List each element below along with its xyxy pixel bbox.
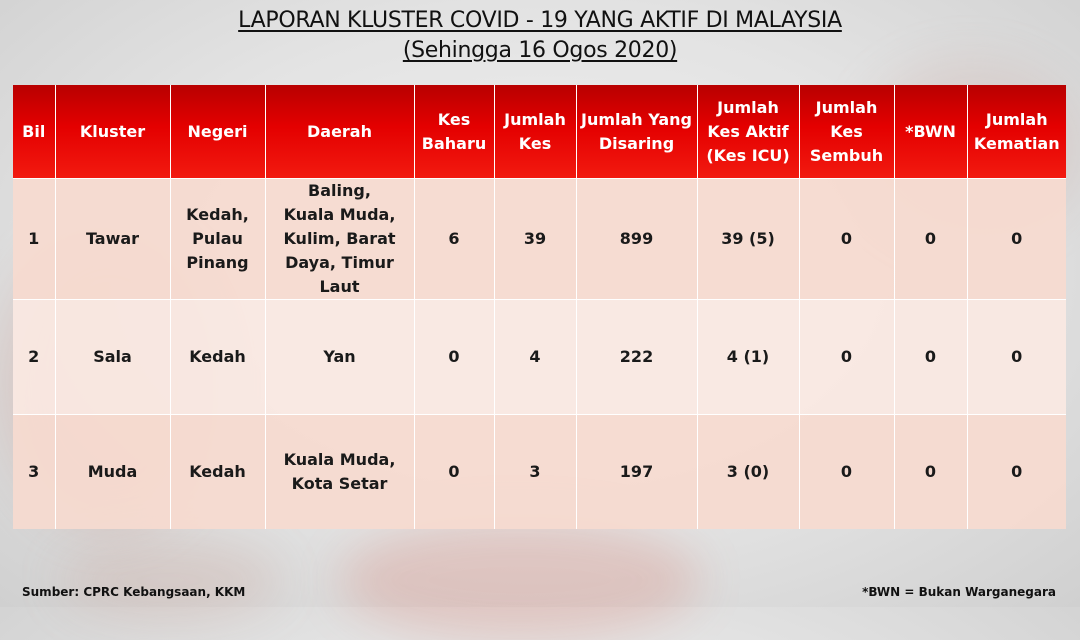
bwn-footnote: *BWN = Bukan Warganegara — [862, 585, 1056, 599]
cell-bwn: 0 — [894, 415, 967, 530]
cell-jumlah-disaring: 222 — [576, 300, 697, 415]
cell-daerah: Yan — [265, 300, 414, 415]
cell-kes-sembuh: 0 — [799, 300, 894, 415]
header-kes-aktif: Jumlah Kes Aktif (Kes ICU) — [697, 85, 799, 179]
cluster-table — [13, 85, 1066, 529]
header-jumlah-kes: Jumlah Kes — [494, 85, 576, 179]
background-blob — [60, 540, 280, 620]
cell-jumlah-disaring: 899 — [576, 179, 697, 300]
header-kluster: Kluster — [55, 85, 170, 179]
cell-kematian: 0 — [967, 415, 1066, 530]
cell-jumlah-kes: 39 — [494, 179, 576, 300]
cell-kes-aktif: 4 (1) — [697, 300, 799, 415]
table-row — [13, 415, 1066, 530]
cell-jumlah-kes: 4 — [494, 300, 576, 415]
cell-bwn: 0 — [894, 300, 967, 415]
header-bwn: *BWN — [894, 85, 967, 179]
cell-kematian: 0 — [967, 300, 1066, 415]
cell-negeri: Kedah, Pulau Pinang — [170, 179, 265, 300]
header-kes-baharu: Kes Baharu — [414, 85, 494, 179]
background-blob — [340, 520, 700, 640]
header-kematian: Jumlah Kematian — [967, 85, 1066, 179]
cell-kes-baharu: 6 — [414, 179, 494, 300]
table-row — [13, 300, 1066, 415]
cell-kluster: Sala — [55, 300, 170, 415]
cell-daerah: Kuala Muda, Kota Setar — [265, 415, 414, 530]
table-row — [13, 179, 1066, 300]
cell-kes-aktif: 39 (5) — [697, 179, 799, 300]
report-title: LAPORAN KLUSTER COVID - 19 YANG AKTIF DI MALAYSIA — [238, 8, 842, 33]
cell-kes-sembuh: 0 — [799, 415, 894, 530]
header-negeri: Negeri — [170, 85, 265, 179]
cell-kes-baharu: 0 — [414, 300, 494, 415]
cell-jumlah-kes: 3 — [494, 415, 576, 530]
cell-jumlah-disaring: 197 — [576, 415, 697, 530]
cell-bil: 3 — [13, 415, 55, 530]
header-jumlah-disaring: Jumlah Yang Disaring — [576, 85, 697, 179]
report-subtitle-date: (Sehingga 16 Ogos 2020) — [402, 38, 678, 63]
header-daerah: Daerah — [265, 85, 414, 179]
cell-bwn: 0 — [894, 179, 967, 300]
cell-kes-aktif: 3 (0) — [697, 415, 799, 530]
cell-kematian: 0 — [967, 179, 1066, 300]
cell-kluster: Tawar — [55, 179, 170, 300]
cell-kluster: Muda — [55, 415, 170, 530]
cell-daerah: Baling, Kuala Muda, Kulim, Barat Daya, Timur Laut — [265, 179, 414, 300]
cell-negeri: Kedah — [170, 300, 265, 415]
cell-bil: 1 — [13, 179, 55, 300]
cell-kes-baharu: 0 — [414, 415, 494, 530]
cell-bil: 2 — [13, 300, 55, 415]
source-note: Sumber: CPRC Kebangsaan, KKM — [22, 585, 246, 599]
header-kes-sembuh: Jumlah Kes Sembuh — [799, 85, 894, 179]
cell-negeri: Kedah — [170, 415, 265, 530]
cell-kes-sembuh: 0 — [799, 179, 894, 300]
table-header-row — [13, 85, 1066, 179]
header-bil: Bil — [13, 85, 55, 179]
